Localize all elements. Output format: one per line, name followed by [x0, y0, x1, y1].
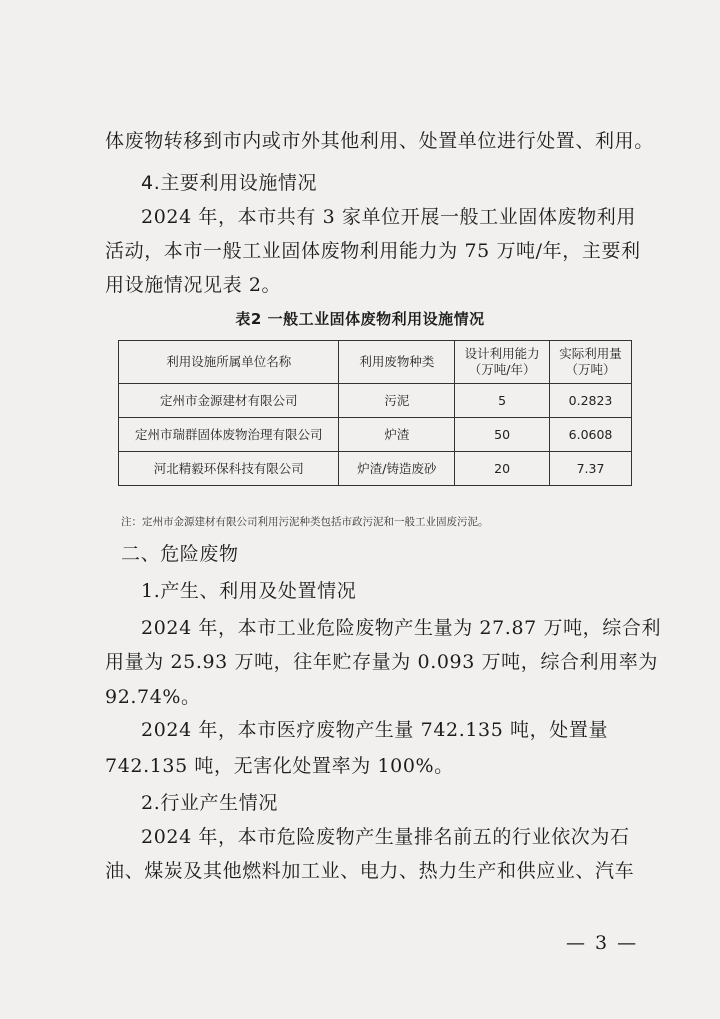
- paragraph-line: 用量为 25.93 万吨，往年贮存量为 0.093 万吨，综合利用率为: [105, 651, 658, 673]
- table-cell-waste-type: 炉渣/铸造废砂: [339, 452, 455, 486]
- table-cell-company: 定州市金源建材有限公司: [119, 384, 339, 418]
- table-title: 表2 一般工业固体废物利用设施情况: [235, 310, 485, 328]
- table-cell-capacity: 20: [455, 452, 550, 486]
- table-cell-actual: 6.0608: [550, 418, 632, 452]
- subsection-heading: 2.行业产生情况: [141, 792, 278, 814]
- column-header: 利用废物种类: [339, 341, 455, 384]
- paragraph-line: 2024 年，本市共有 3 家单位开展一般工业固体废物利用: [141, 206, 636, 228]
- table-cell-actual: 7.37: [550, 452, 632, 486]
- table-row: [119, 452, 632, 486]
- paragraph-line: 用设施情况见表 2。: [105, 274, 282, 296]
- table-note: 注：定州市金源建材有限公司利用污泥种类包括市政污泥和一般工业固废污泥。: [121, 516, 489, 528]
- table-row: [119, 384, 632, 418]
- table-cell-company: 河北精毅环保科技有限公司: [119, 452, 339, 486]
- table-cell-waste-type: 炉渣: [339, 418, 455, 452]
- paragraph-line: 体废物转移到市内或市外其他利用、处置单位进行处置、利用。: [105, 130, 654, 152]
- table-cell-capacity: 50: [455, 418, 550, 452]
- column-header: 实际利用量（万吨）: [550, 341, 632, 384]
- column-header: 利用设施所属单位名称: [119, 341, 339, 384]
- section-heading: 二、危险废物: [121, 543, 239, 565]
- paragraph-line: 742.135 吨，无害化处置率为 100%。: [105, 755, 454, 777]
- table-cell-actual: 0.2823: [550, 384, 632, 418]
- table-cell-waste-type: 污泥: [339, 384, 455, 418]
- page-number: — 3 —: [566, 932, 639, 954]
- table-cell-capacity: 5: [455, 384, 550, 418]
- table-cell-company: 定州市瑞群固体废物治理有限公司: [119, 418, 339, 452]
- table-row: [119, 418, 632, 452]
- paragraph-line: 2024 年，本市医疗废物产生量 742.135 吨，处置量: [141, 719, 609, 741]
- subsection-heading: 1.产生、利用及处置情况: [141, 580, 357, 602]
- paragraph-line: 92.74%。: [105, 686, 201, 708]
- column-header: 设计利用能力（万吨/年）: [455, 341, 550, 384]
- paragraph-line: 2024 年，本市危险废物产生量排名前五的行业依次为石: [141, 826, 630, 848]
- table-header-row: [119, 341, 632, 384]
- paragraph-line: 活动，本市一般工业固体废物利用能力为 75 万吨/年，主要利: [105, 240, 641, 262]
- subsection-heading: 4.主要利用设施情况: [141, 172, 318, 194]
- facilities-table: [118, 340, 632, 486]
- paragraph-line: 2024 年，本市工业危险废物产生量为 27.87 万吨，综合利: [141, 617, 662, 639]
- paragraph-line: 油、煤炭及其他燃料加工业、电力、热力生产和供应业、汽车: [105, 860, 635, 882]
